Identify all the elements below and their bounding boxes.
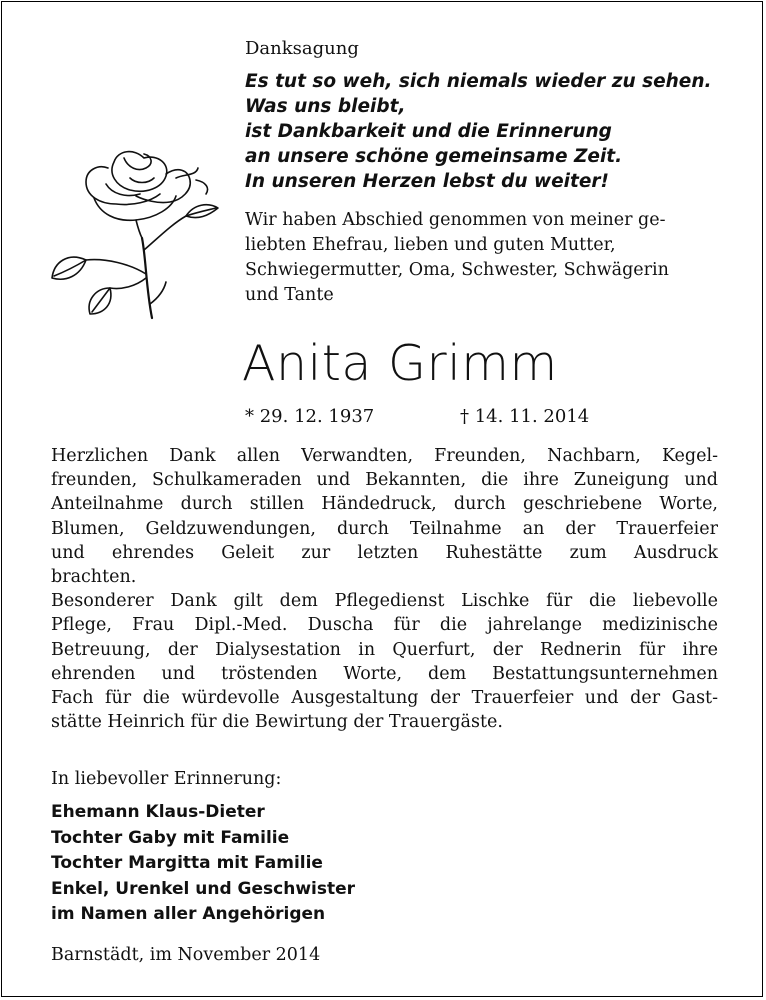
poem-line: Es tut so weh, sich niemals wieder zu sehen. — [245, 71, 712, 92]
poem — [245, 69, 720, 194]
death-date: † 14. 11. 2014 — [460, 406, 590, 427]
notice-frame — [1, 1, 763, 997]
poem-line: Was uns bleibt, — [245, 96, 406, 117]
closing-line: In liebevoller Erinnerung: — [51, 769, 282, 789]
thanks-line: stätte Heinrich für die Bewirtung der Trauergäste. — [51, 712, 503, 733]
rose-icon — [46, 138, 236, 330]
intro-line: Wir haben Abschied genommen von meiner ge- — [245, 210, 666, 230]
place-date: Barnstädt, im November 2014 — [51, 945, 321, 965]
thanks-line: Betreuung, der Dialysestation in Querfurt, der Rednerin für ihre — [51, 639, 718, 660]
thanks-line: ehrenden und tröstenden Worte, dem Bestattungsunternehmen — [51, 663, 718, 684]
poem-line: In unseren Herzen lebst du weiter! — [245, 171, 609, 192]
intro-text — [245, 208, 720, 308]
signer: Enkel, Urenkel und Geschwister — [51, 878, 356, 899]
poem-line: ist Dankbarkeit und die Erinnerung — [245, 121, 612, 142]
deceased-name: Anita Grimm — [242, 335, 558, 392]
thanks-line: Pflege, Frau Dipl.-Med. Duscha für die jahrelange medizinische — [51, 615, 718, 636]
signer: im Namen aller Angehörigen — [51, 904, 326, 924]
thanks-line: Blumen, Geldzuwendungen, durch Teilnahme an der Trauerfeier — [51, 518, 718, 539]
signers-list — [51, 800, 355, 928]
header-block — [245, 38, 720, 308]
intro-line: liebten Ehefrau, lieben und guten Mutter, — [245, 235, 616, 255]
notice-label: Danksagung — [245, 38, 359, 59]
thanks-line: Besonderer Dank gilt dem Pflegedienst Lischke für die liebevolle — [51, 591, 718, 612]
signer: Tochter Margitta mit Familie — [51, 853, 323, 873]
life-dates — [245, 406, 590, 427]
thanks-line: Herzlichen Dank allen Verwandten, Freunden, Nachbarn, Kegel- — [51, 446, 718, 466]
thanks-line: freunden, Schulkameraden und Bekannten, die ihre Zuneigung und — [51, 470, 718, 491]
thanks-text — [51, 444, 718, 734]
thanks-line: Anteilnahme durch stillen Händedruck, durch geschriebene Worte, — [51, 494, 718, 515]
thanks-line: und ehrendes Geleit zur letzten Ruhestätte zum Ausdruck — [51, 542, 718, 563]
thanks-line: brachten. — [51, 567, 137, 588]
signer: Tochter Gaby mit Familie — [51, 827, 290, 848]
poem-line: an unsere schöne gemeinsame Zeit. — [245, 146, 623, 167]
intro-line: und Tante — [245, 285, 334, 305]
thanks-line: Fach für die würdevolle Ausgestaltung der Trauerfeier und der Gast- — [51, 688, 718, 709]
signer: Ehemann Klaus-Dieter — [51, 802, 265, 822]
intro-line: Schwiegermutter, Oma, Schwester, Schwägerin — [245, 260, 669, 280]
birth-date: * 29. 12. 1937 — [245, 406, 375, 427]
